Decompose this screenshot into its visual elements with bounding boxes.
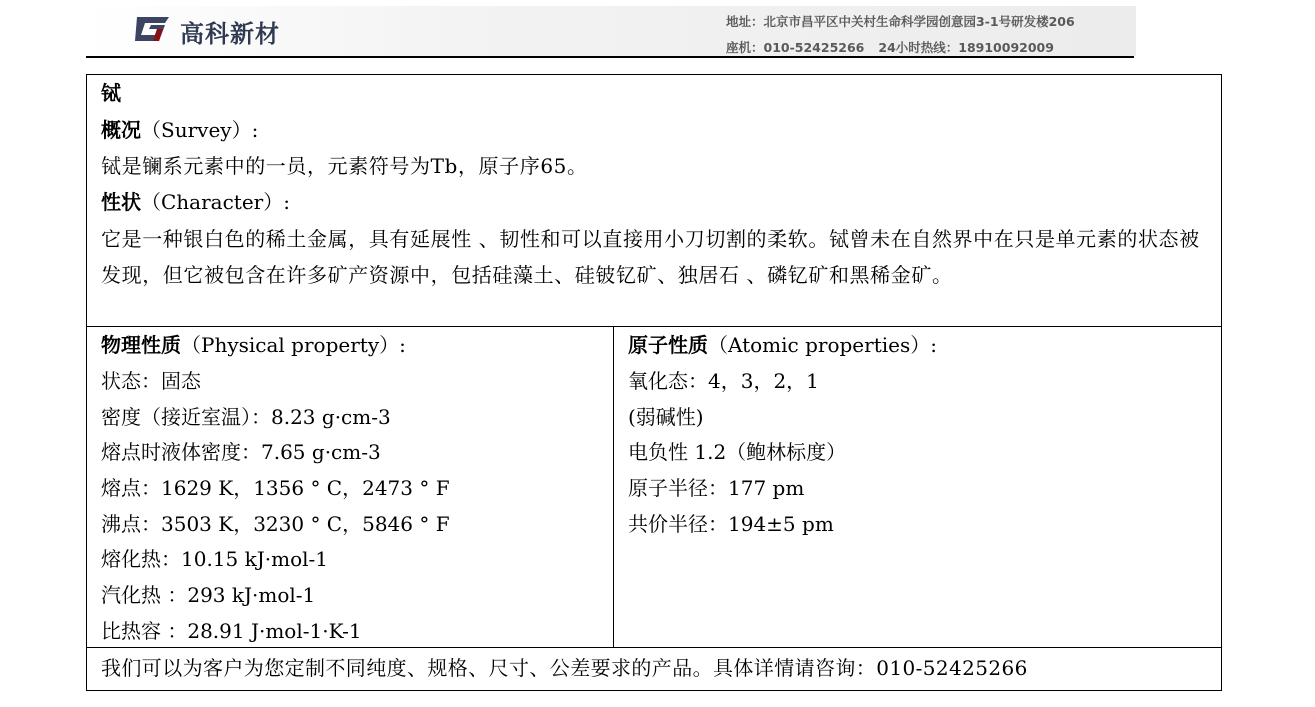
- character-text: 它是一种银白色的稀土金属，具有延展性 、韧性和可以直接用小刀切割的柔软。铽曾未在自然界中在只是单元素的状态被发现，但它被包含在许多矿产资源中，包括硅藻土、硅铍钇矿、独居石 、磷钇矿和黑稀金矿。: [101, 227, 1200, 287]
- atomic-line-electronegativity: 电负性 1.2（鲍林标度）: [628, 440, 847, 464]
- physical-line-state: 状态：固态: [101, 369, 201, 393]
- element-name: 铽: [101, 81, 121, 105]
- physical-line-melting-point: 熔点：1629 K，1356 ° C，2473 ° F: [101, 476, 450, 500]
- element-spec-table: [86, 74, 1222, 691]
- physical-heading: [101, 333, 406, 357]
- atomic-line-atomic-radius: 原子半径：177 pm: [628, 476, 805, 500]
- hotline-number: 24小时热线：18910092009: [878, 40, 1054, 55]
- company-logo-icon: [133, 13, 173, 45]
- physical-line-specific-heat: 比热容 ：28.91 J·mol-1·K-1: [101, 619, 362, 643]
- atomic-heading: [628, 333, 937, 357]
- physical-title: 物理性质: [101, 333, 181, 357]
- atomic-properties: [614, 327, 1221, 647]
- survey-title: 概况: [101, 118, 141, 142]
- physical-title-en: （Physical property）:: [181, 333, 406, 357]
- survey-text: 铽是镧系元素中的一员，元素符号为Tb，原子序65。: [101, 154, 588, 178]
- character-title: 性状: [101, 190, 141, 214]
- physical-line-boiling-point: 沸点：3503 K，3230 ° C，5846 ° F: [101, 512, 450, 536]
- atomic-title-en: （Atomic properties）:: [708, 333, 937, 357]
- physical-line-density: 密度（接近室温）：8.23 g·cm-3: [101, 405, 391, 429]
- header-divider: [86, 56, 1134, 58]
- physical-line-heat-of-fusion: 熔化热：10.15 kJ·mol-1: [101, 547, 328, 571]
- atomic-line-covalent-radius: 共价半径：194±5 pm: [628, 512, 834, 536]
- company-address: 地址：北京市昌平区中关村生命科学园创意园3-1号研发楼206: [726, 14, 1075, 29]
- survey-heading: [101, 118, 258, 142]
- atomic-line-oxidation-states: 氧化态：4，3，2，1: [628, 369, 819, 393]
- properties-section: [87, 327, 1221, 648]
- overview-section: [87, 75, 1221, 327]
- physical-line-heat-of-vaporization: 汽化热 ：293 kJ·mol-1: [101, 583, 316, 607]
- footer-section: [87, 648, 1221, 690]
- landline-number: 座机：010-52425266: [726, 40, 865, 55]
- footer-contact-text: 我们可以为客户为您定制不同纯度、规格、尺寸、公差要求的产品。具体详情请咨询：010-52425266: [101, 656, 1028, 680]
- atomic-title: 原子性质: [628, 333, 708, 357]
- atomic-line-basicity: (弱碱性): [628, 405, 704, 429]
- character-heading: [101, 190, 290, 214]
- character-title-en: （Character）:: [141, 190, 290, 214]
- contact-phones: [726, 38, 1054, 56]
- physical-properties: [87, 327, 614, 647]
- physical-line-liquid-density: 熔点时液体密度：7.65 g·cm-3: [101, 440, 381, 464]
- survey-title-en: （Survey）:: [141, 118, 259, 142]
- company-name: 高科新材: [180, 20, 280, 48]
